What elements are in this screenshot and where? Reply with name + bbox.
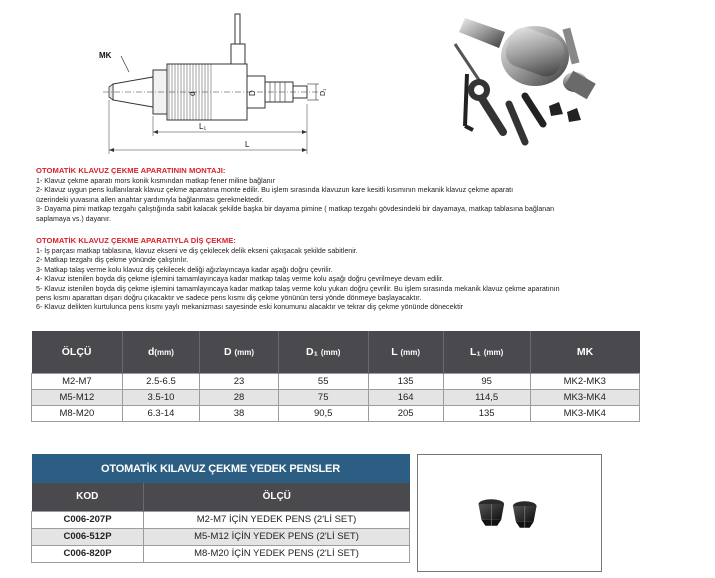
collet-description: M8-M20 İÇİN YEDEK PENS (2'Lİ SET) (144, 545, 410, 562)
drawing-label-l1: L₁ (199, 122, 207, 131)
table-cell: 135 (443, 405, 530, 421)
collet-header-size: ÖLÇÜ (144, 483, 410, 511)
table-cell: 23 (200, 373, 279, 389)
drawing-label-d: d (188, 91, 197, 96)
spec-header-row (32, 331, 640, 373)
mounting-step: 2- Klavuz uygun pens kullanılarak klavuz çekme aparatına monte edilir. Bu işlem sırasında klavuzun kare kesitli kısımının mekanik klavuz çekme aparatı (36, 186, 514, 195)
spare-collet-table (31, 454, 410, 563)
table-row (32, 511, 410, 528)
table-cell: 205 (368, 405, 443, 421)
tapping-steps (36, 247, 696, 313)
collet-code: C006-820P (32, 545, 144, 562)
mounting-step: saplamaya vs.) dayanır. (36, 214, 111, 223)
tapping-step: 1- İş parçası matkap tablasına, klavuz ekseni ve diş çekilecek delik ekseni çakışacak şekilde sabitlenir. (36, 247, 358, 255)
spec-header-l: L (mm) (368, 331, 443, 373)
collet-header-code: KOD (32, 483, 144, 511)
table-cell: 3.5-10 (122, 389, 199, 405)
tapping-step: 6- Klavuz delikten kurtulunca pens kısmı yaylı mekanizması sayesinde eski konumunu alacaktır ve tekrar diş çekme yönünde dönecektir (36, 303, 464, 312)
table-row (32, 528, 410, 545)
spec-header-mk: MK (530, 331, 640, 373)
table-row (32, 545, 410, 562)
tapping-step: pens kısmı aparattan dışarı doğru çıkacaktır ve sadece pens kısmı diş çekme yönünün tersi yönde dönmeye başlayacaktır. (36, 294, 422, 303)
table-cell: 6.3-14 (122, 405, 199, 421)
table-cell: 135 (368, 373, 443, 389)
spec-header-big-d: D (mm) (200, 331, 279, 373)
table-cell: M2-M7 (32, 373, 123, 389)
drawing-label-mk: MK (99, 51, 112, 60)
table-row (32, 405, 640, 421)
tapping-step: 4- Klavuz istenilen boyda diş çekme işlemini tamamlayıncaya kadar matkap talaş verme kolu aşağı doğru çevrilmeye devam edilir. (36, 275, 444, 284)
table-cell: 55 (278, 373, 368, 389)
spec-header-size: ÖLÇÜ (32, 331, 123, 373)
table-cell: 2.5-6.5 (122, 373, 199, 389)
mounting-step: üzerindeki yuvasına allen anahtar yardımıyla bağlanması gerekmektedir. (36, 195, 264, 204)
table-cell: M5-M12 (32, 389, 123, 405)
tapping-step: 2- Matkap tezgahı diş çekme yönünde çalıştırılır. (36, 256, 189, 265)
technical-drawing (95, 4, 340, 160)
mounting-steps (36, 177, 696, 224)
collet-table-caption-row (32, 454, 410, 483)
table-row (32, 373, 640, 389)
collet-description: M5-M12 İÇİN YEDEK PENS (2'Lİ SET) (144, 528, 410, 545)
table-cell: MK2-MK3 (530, 373, 640, 389)
table-cell: M8-M20 (32, 405, 123, 421)
mounting-step: 3- Dayama pimi matkap tezgahı çalıştığında sabit kalacak şekilde başka bir dayama pimine ( matkap tezgahı gövdesindeki bir dayamaya, matkap tablasına bağlanan (36, 205, 555, 214)
table-cell: 114,5 (443, 389, 530, 405)
spec-table (31, 331, 640, 422)
table-cell: 90,5 (278, 405, 368, 421)
product-photo (425, 4, 625, 154)
spec-header-d: d(mm) (122, 331, 199, 373)
collet-code: C006-207P (32, 511, 144, 528)
table-row (32, 389, 640, 405)
tapping-step: 3- Matkap talaş verme kolu klavuz diş çekilecek deliği ağızlayıncaya kadar aşağı doğru çevrilir. (36, 265, 333, 274)
tapping-title: OTOMATİK KLAVUZ ÇEKME APARATIYLA DİŞ ÇEKME: (36, 236, 236, 245)
collet-description: M2-M7 İÇİN YEDEK PENS (2'Lİ SET) (144, 511, 410, 528)
collet-table-caption: OTOMATİK KILAVUZ ÇEKME YEDEK PENSLER (32, 454, 410, 483)
spec-header-l1: L₁ (mm) (443, 331, 530, 373)
mounting-step: 1- Klavuz çekme aparatı mors konik kısmından matkap fener miline bağlanır (36, 177, 275, 185)
collet-photo-frame (417, 454, 602, 572)
spec-header-d1: D₁ (mm) (278, 331, 368, 373)
collet-photo (418, 455, 601, 571)
tapping-step: 5- Klavuz istenilen boyda diş çekme işlemini tamamlayıncaya kadar matkap talaş verme kolu yukarı doğru çevrilir. Bu işlem sırasında mekanik klavuz çekme aparatının (36, 284, 560, 293)
table-cell: 75 (278, 389, 368, 405)
collet-code: C006-512P (32, 528, 144, 545)
collet-header-row (32, 483, 410, 511)
drawing-label-d1: D₁ (320, 88, 327, 96)
table-cell: 164 (368, 389, 443, 405)
drawing-label-l: L (245, 140, 250, 149)
drawing-label-big-d: D (248, 90, 257, 96)
table-cell: MK3-MK4 (530, 389, 640, 405)
table-cell: 28 (200, 389, 279, 405)
table-cell: 38 (200, 405, 279, 421)
table-cell: MK3-MK4 (530, 405, 640, 421)
mounting-title: OTOMATİK KLAVUZ ÇEKME APARATININ MONTAJI: (36, 166, 226, 175)
table-cell: 95 (443, 373, 530, 389)
